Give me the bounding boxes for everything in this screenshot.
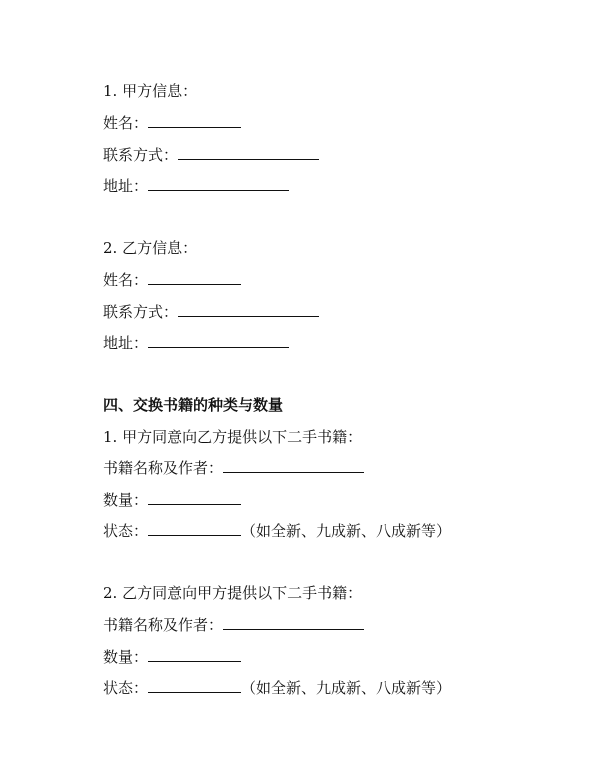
party-a-name-row	[103, 113, 241, 133]
item-2-condition-blank[interactable]	[148, 678, 241, 693]
item-1-book-row	[103, 458, 364, 478]
party-b-address-row	[103, 333, 289, 353]
party-b-name-blank[interactable]	[148, 270, 241, 285]
item-1-condition-note: （如全新、九成新、八成新等）	[241, 522, 452, 540]
item-2-condition-row	[103, 678, 451, 698]
party-a-title: 1. 甲方信息：	[103, 82, 198, 100]
item-1-book-label: 书籍名称及作者：	[103, 459, 224, 477]
party-b-contact-row	[103, 302, 319, 322]
item-1-condition-blank[interactable]	[148, 521, 241, 536]
party-b-name-row	[103, 270, 241, 290]
party-a-contact-label: 联系方式：	[103, 146, 179, 164]
item-2-title: 2. 乙方同意向甲方提供以下二手书籍：	[103, 584, 363, 602]
item-2-quantity-row	[103, 647, 241, 667]
item-1-book-blank[interactable]	[223, 458, 364, 473]
section-4-heading: 四、交换书籍的种类与数量	[103, 396, 284, 414]
party-a-name-blank[interactable]	[148, 113, 241, 128]
item-2-quantity-blank[interactable]	[148, 647, 241, 662]
item-2-book-label: 书籍名称及作者：	[103, 616, 224, 634]
item-2-condition-label: 状态：	[103, 679, 149, 697]
party-b-contact-label: 联系方式：	[103, 303, 179, 321]
item-1-title: 1. 甲方同意向乙方提供以下二手书籍：	[103, 428, 363, 446]
party-a-address-row	[103, 176, 289, 196]
item-2-book-blank[interactable]	[223, 615, 364, 630]
item-2-quantity-label: 数量：	[103, 648, 149, 666]
item-2-book-row	[103, 615, 364, 635]
party-a-contact-blank[interactable]	[178, 145, 319, 160]
item-1-quantity-row	[103, 490, 241, 510]
party-b-name-label: 姓名：	[103, 271, 149, 289]
item-1-quantity-blank[interactable]	[148, 490, 241, 505]
item-1-condition-label: 状态：	[103, 522, 149, 540]
party-b-address-blank[interactable]	[148, 333, 289, 348]
item-1-condition-row	[103, 521, 451, 541]
party-a-name-label: 姓名：	[103, 114, 149, 132]
item-2-condition-note: （如全新、九成新、八成新等）	[241, 679, 452, 697]
party-b-address-label: 地址：	[103, 334, 149, 352]
item-1-quantity-label: 数量：	[103, 491, 149, 509]
party-b-title: 2. 乙方信息：	[103, 239, 198, 257]
party-b-contact-blank[interactable]	[178, 302, 319, 317]
party-a-address-blank[interactable]	[148, 176, 289, 191]
party-a-address-label: 地址：	[103, 177, 149, 195]
party-a-contact-row	[103, 145, 319, 165]
